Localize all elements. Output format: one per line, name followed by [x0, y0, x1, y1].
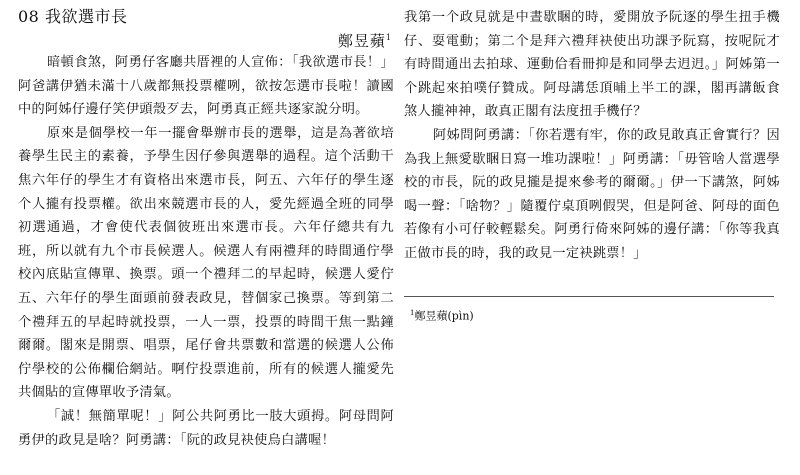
author-line [18, 28, 392, 51]
footnote [410, 306, 474, 324]
right-column [404, 6, 780, 266]
author-name: 鄭昱蘋 [337, 32, 386, 50]
paragraph-3: 「誠！無簡單呢！」阿公共阿勇比一肢大頭拇。阿母問阿勇伊的政見是啥？阿勇講：「阮的政見袂使烏白講喔！ [18, 408, 394, 448]
paragraph-2: 原來是個學校一年一擺會舉辦市長的選舉，這是為著欲培養學生民主的素養，予學生因仔參與選舉的過程。這个活動干焦六年仔的學生才有資格出來選市長，阿五、六年仔的學生逐个人攏有投票權。欲出來競選市長的人，愛先經過全班的同學初選通過，才會使代表個彼班出來選市長。六年仔總共有九班，所以就有九个市長候選人。候選人有兩禮拜的時間通佇學校內底貼宣傳單、換票。頭一个禮拜二的早起時，候選人愛佇五、六年仔的學生面頭前發表政見，替個家己換票。等到第二个禮拜五的早起時就投票，一人一票，投票的時間干焦一點鐘爾爾。閣來是開票、唱票，尾仔會共票數和當選的候選人公佈佇學校的公佈欄佮網站。啊佇投票進前，所有的候選人攏愛先共個貼的宣傳單收予清氣。 [18, 125, 394, 401]
footnote-mark: 1 [410, 309, 415, 317]
footnote-divider [404, 296, 774, 297]
article-title: 08 我欲選市長 [18, 7, 128, 26]
paragraph-4: 阿姊問阿勇講：「你若選有牢，你的政見敢真正會實行？因為我上無愛歇睏日寫一堆功課啦！」阿勇講：「毋管啥人當選學校的市長，阮的政見攏是提來參考的爾爾。」伊一下講煞，阿姊喝一聲：「啥物？」隨覆佇桌頂咧假哭，但是阿爸、阿母的面色若像有小可仔較輕鬆矣。阿勇行倚來阿姊的邊仔講：「你等我真正做市長的時，我的政見一定袂跳票！」 [404, 127, 780, 261]
paragraph-1: 暗頓食煞，阿勇仔客廳共厝裡的人宣佈：「我欲選市長！」阿爸講伊猶未滿十八歲都無投票權咧，欲按怎選市長啦！讀國中的阿姊仔邊仔笑伊頭殼歹去，阿勇真正經共逐家說分明。 [18, 55, 394, 118]
author-footnote-mark: 1 [385, 33, 392, 42]
left-column [18, 6, 394, 452]
footnote-text: 鄭昱蘋(pìn) [414, 309, 474, 323]
paragraph-3-continued: 我第一个政見就是中晝歇睏的時，愛開放予阮逐的學生扭手機仔、耍電動；第二个是拜六禮拜袂使出功課予阮寫，按呢阮才有時間通出去拍球、運動佮看冊抑是和同學去迌迌。」阿姊第一个跳起來拍噗仔贊成。阿母講恁頂晡上半工的課，閣再講飯食煞人攏神神，敢真正閣有法度扭手機仔？ [404, 10, 780, 120]
